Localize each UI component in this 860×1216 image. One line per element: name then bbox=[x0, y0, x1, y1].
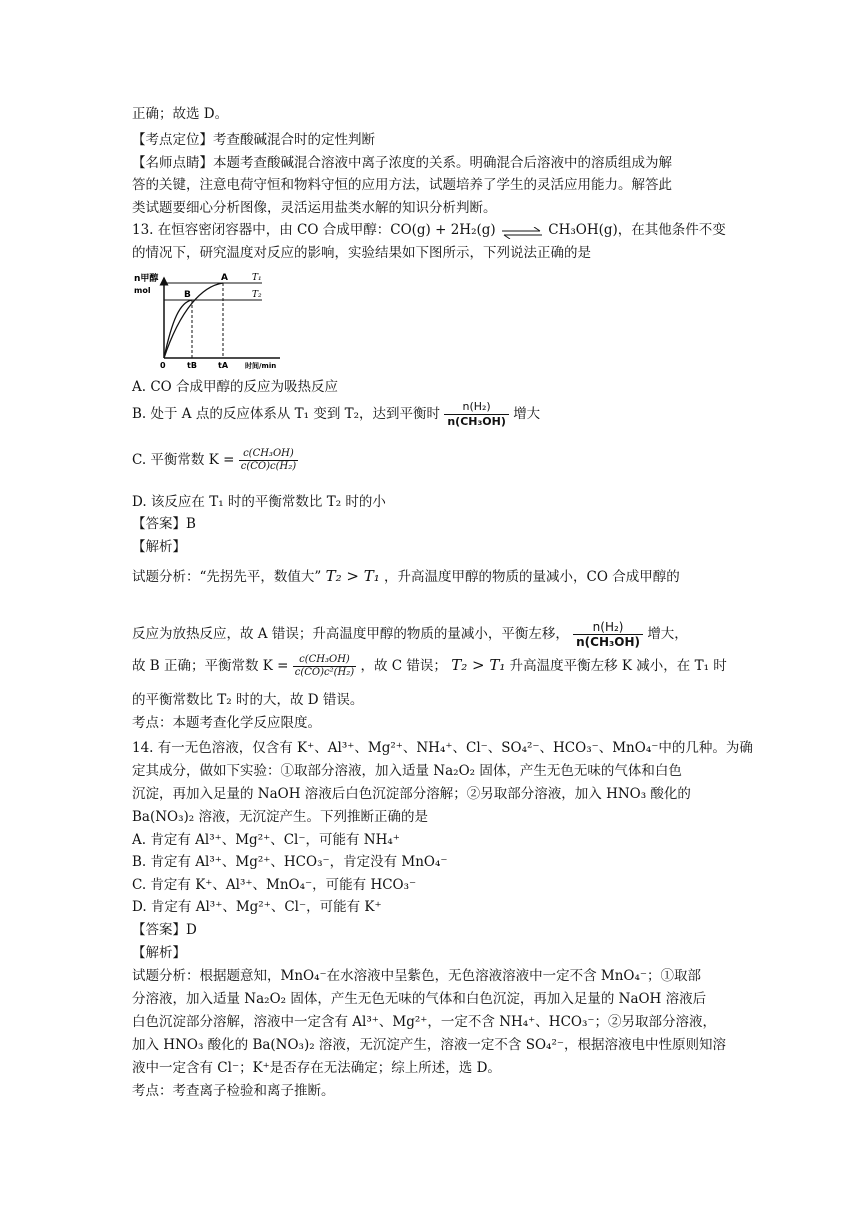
fraction-denominator: c(CO)c(H₂) bbox=[240, 461, 297, 472]
analysis-line: 白色沉淀部分溶解，溶液中一定含有 Al³⁺、Mg²⁺，一定不含 NH₄⁺、HCO₃⁻；②另取部分溶液， bbox=[132, 1014, 717, 1030]
option-d: D. 该反应在 T₁ 时的平衡常数比 T₂ 时的小 bbox=[132, 494, 386, 510]
knowledge-point-14: 考点：考查离子检验和离子推断。 bbox=[132, 1083, 335, 1099]
text-line: 的情况下，研究温度对反应的影响，实验结果如下图所示，下列说法正确的是 bbox=[132, 245, 591, 261]
question-14-line: 14. 有一无色溶液，仅含有 K⁺、Al³⁺、Mg²⁺、NH₄⁺、Cl⁻、SO₄²⁻、HCO₃⁻、MnO₄⁻中的几种。为确 bbox=[132, 740, 753, 756]
option-b bbox=[132, 400, 540, 429]
q13-text: 13. 在恒容密闭容器中，由 CO 合成甲醇：CO(g) + 2H₂(g) bbox=[132, 222, 496, 238]
origin-label: 0 bbox=[160, 361, 166, 370]
option-a: A. CO 合成甲醇的反应为吸热反应 bbox=[132, 379, 339, 395]
option-c bbox=[132, 448, 298, 473]
option-b: B. 肯定有 Al³⁺、Mg²⁺、HCO₃⁻，肯定没有 MnO₄⁻ bbox=[132, 854, 448, 870]
analysis-line: 的平衡常数比 T₂ 时的大，故 D 错误。 bbox=[132, 692, 364, 708]
answer-14: 【答案】D bbox=[132, 922, 197, 938]
t2-label: T₂ bbox=[252, 290, 262, 300]
question-14-line: 定其成分，做如下实验：①取部分溶液，加入适量 Na₂O₂ 固体，产生无色无味的气体和白色 bbox=[132, 763, 682, 779]
analysis-text: 增大， bbox=[647, 626, 688, 642]
fraction-denominator: c(CO)c²(H₂) bbox=[294, 667, 355, 678]
y-axis-label: n甲醇 bbox=[134, 274, 159, 284]
analysis-heading-13: 【解析】 bbox=[132, 539, 186, 555]
text-line: 【考点定位】考查酸碱混合时的定性判断 bbox=[132, 132, 375, 148]
analysis-text: ，升高温度甲醇的物质的量减小，CO 合成甲醇的 bbox=[384, 569, 680, 585]
analysis-line: 液中一定含有 Cl⁻；K⁺是否存在无法确定；综上所述，选 D。 bbox=[132, 1060, 501, 1076]
knowledge-point-13: 考点：本题考查化学反应限度。 bbox=[132, 715, 321, 731]
tb-label: tB bbox=[187, 361, 197, 370]
option-d: D. 肯定有 Al³⁺、Mg²⁺、Cl⁻，可能有 K⁺ bbox=[132, 899, 382, 915]
h2-ratio-fraction bbox=[444, 400, 509, 429]
fraction-numerator: c(CH₃OH) bbox=[239, 448, 298, 461]
y-axis-unit: mol bbox=[134, 286, 151, 295]
fraction-denominator: n(CH₃OH) bbox=[576, 635, 641, 649]
analysis-line bbox=[132, 620, 688, 649]
analysis-line: 分溶液，加入适量 Na₂O₂ 固体，产生无色无味的气体和白色沉淀，再加入足量的 NaOH 溶液后 bbox=[132, 991, 707, 1007]
fraction-numerator: c(CH₃OH) bbox=[293, 654, 356, 667]
x-axis-label: 时间/min bbox=[245, 362, 277, 370]
ta-label: tA bbox=[218, 361, 229, 370]
fraction-denominator: n(CH₃OH) bbox=[447, 415, 506, 428]
analysis-text: 反应为放热反应，故 A 错误；升高温度甲醇的物质的量减小，平衡左移， bbox=[132, 626, 569, 642]
text-line: 【名师点睛】本题考查酸碱混合溶液中离子浓度的关系。明确混合后溶液中的溶质组成为解 bbox=[132, 155, 672, 171]
question-13-line bbox=[132, 220, 726, 240]
fraction-numerator: n(H₂) bbox=[573, 620, 643, 635]
k-expression bbox=[293, 654, 356, 679]
q13-text: CH₃OH(g)，在其他条件不变 bbox=[548, 222, 726, 238]
point-a-label: A bbox=[221, 273, 228, 283]
option-b-text: B. 处于 A 点的反应体系从 T₁ 变到 T₂，达到平衡时 bbox=[132, 406, 441, 422]
analysis-text: 升高温度平衡左移 K 减小，在 T₁ 时 bbox=[509, 658, 727, 674]
analysis-heading-14: 【解析】 bbox=[132, 945, 186, 961]
t2-gt-t1: T₂ > T₁ bbox=[325, 567, 380, 585]
analysis-text: ，故 C 错误； bbox=[360, 658, 447, 674]
analysis-line bbox=[132, 654, 727, 679]
text-line: 答的关键，注意电荷守恒和物料守恒的应用方法，试题培养了学生的灵活应用能力。解答此 bbox=[132, 177, 672, 193]
analysis-text: 故 B 正确；平衡常数 K = bbox=[132, 658, 289, 674]
fraction-numerator: n(H₂) bbox=[444, 400, 509, 415]
k-expression bbox=[239, 448, 298, 473]
t1-curve bbox=[164, 283, 223, 358]
t2-gt-t1: T₂ > T₁ bbox=[451, 656, 506, 674]
h2-ratio-fraction bbox=[573, 620, 643, 649]
equilibrium-graph bbox=[132, 270, 282, 370]
point-b-label: B bbox=[184, 290, 191, 300]
analysis-line bbox=[132, 566, 680, 587]
option-a: A. 肯定有 Al³⁺、Mg²⁺、Cl⁻，可能有 NH₄⁺ bbox=[132, 832, 400, 848]
option-c-text: C. 平衡常数 K = bbox=[132, 452, 235, 468]
t1-label: T₁ bbox=[252, 273, 262, 283]
analysis-line: 加入 HNO₃ 酸化的 Ba(NO₃)₂ 溶液，无沉淀产生，溶液一定不含 SO₄²⁻，根据溶液电中性原则知溶 bbox=[132, 1037, 726, 1053]
question-14-line: Ba(NO₃)₂ 溶液，无沉淀产生。下列推断正确的是 bbox=[132, 809, 428, 825]
analysis-line: 试题分析：根据题意知，MnO₄⁻在水溶液中呈紫色，无色溶液溶液中一定不含 MnO₄⁻；①取部 bbox=[132, 968, 702, 984]
option-b-text: 增大 bbox=[513, 406, 541, 422]
question-14-line: 沉淀，再加入足量的 NaOH 溶液后白色沉淀部分溶解；②另取部分溶液，加入 HNO₃ 酸化的 bbox=[132, 786, 691, 802]
analysis-text: 试题分析：“先拐先平，数值大” bbox=[132, 569, 322, 585]
option-c: C. 肯定有 K⁺、Al³⁺、MnO₄⁻，可能有 HCO₃⁻ bbox=[132, 877, 417, 893]
text-line: 正确；故选 D。 bbox=[132, 106, 229, 122]
text-line: 类试题要细心分析图像，灵活运用盐类水解的知识分析判断。 bbox=[132, 200, 497, 216]
equilibrium-arrow-icon bbox=[500, 225, 544, 237]
answer-13: 【答案】B bbox=[132, 516, 196, 532]
